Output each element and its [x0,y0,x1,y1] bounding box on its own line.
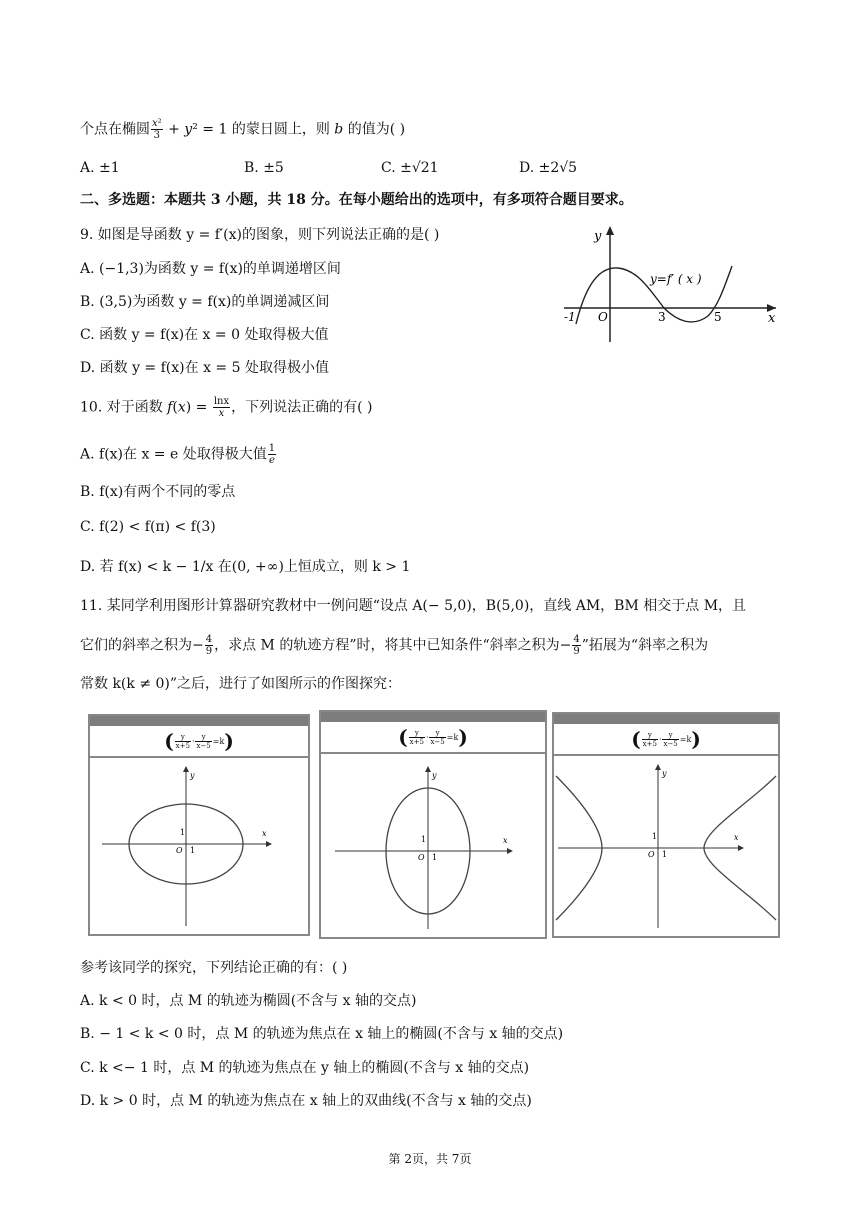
q9-derivative-graph [558,222,782,344]
q9-option-b: B. (3,5)为函数 y = f(x)的单调递减区间 [80,294,330,310]
q9-x-label: x [768,311,776,326]
svg-text:y: y [190,771,195,780]
calc-panel-3: ( $\frac{y}{x+5}$ · $\frac{y}{x-5}$ =k ) x y O 1 1 [552,712,780,938]
svg-text:1: 1 [190,846,196,855]
svg-text:1: 1 [421,835,427,844]
q11-prompt: 参考该同学的探究，下列结论正确的有：( ) [80,960,348,976]
svg-text:y: y [662,769,667,778]
section-heading: 二、多选题：本题共 3 小题，共 18 分。在每小题给出的选项中，有多项符合题目要求。 [80,192,633,208]
q9-curve-label: y=f′ ( x ) [650,272,702,286]
q8-option-c: C. ±√21 [381,160,439,176]
panel-2-graph [321,754,545,935]
svg-text:O: O [648,850,655,859]
q10-option-a: A. f(x)在 x = e 处取得极大值 $\frac{1}{e}$ [80,443,276,466]
q11-option-d: D. k > 0 时，点 M 的轨迹为焦点在 x 轴上的双曲线(不含与 x 轴的交点) [80,1093,532,1109]
q11-option-b: B. − 1 < k < 0 时，点 M 的轨迹为焦点在 x 轴上的椭圆(不含与 x 轴的交点) [80,1026,564,1042]
q8-option-b: B. ±5 [244,160,284,176]
q9-option-d: D. 函数 y = f(x)在 x = 5 处取得极小值 [80,360,329,376]
q8-stem: 个点在椭圆 $\frac{\text{x²}}{3}$ + y² = 1 的蒙日圆上，则 b 的值为( ) [80,118,406,141]
calc-panel-1: ( $\frac{y}{x+5}$ · $\frac{y}{x-5}$ =k ) x y O 1 1 [88,714,310,936]
q10-option-d: D. 若 f(x) < k − 1/x 在(0, +∞)上恒成立，则 k > 1 [80,559,411,575]
svg-text:O: O [176,846,183,855]
q11-option-c: C. k <− 1 时，点 M 的轨迹为焦点在 y 轴上的椭圆(不含与 x 轴的交点) [80,1060,530,1076]
panel-3-graph [554,756,778,934]
q9-y-label: y [594,229,602,244]
svg-text:y: y [432,771,437,780]
q10-option-b: B. f(x)有两个不同的零点 [80,484,236,500]
q11-option-a: A. k < 0 时，点 M 的轨迹为椭圆(不含与 x 轴的交点) [80,993,417,1009]
q9-stem: 9. 如图是导函数 y = f′(x)的图象，则下列说法正确的是( ) [80,227,440,243]
panel-1-graph [90,758,308,932]
svg-text:x: x [503,836,508,845]
q9-origin: O [598,310,608,324]
svg-text:1: 1 [180,828,186,837]
q9-tick-3: 3 [658,310,666,324]
q8-option-d: D. ±2√5 [519,160,578,176]
svg-text:x: x [734,833,739,842]
q9-tick-5: 5 [714,310,722,324]
q10-stem: 10. 对于函数 f(x) = $\frac{\ln x}{x}$ ，下列说法正确的有( ) [80,396,373,419]
svg-text:1: 1 [662,850,668,859]
q9-option-a: A. (−1,3)为函数 y = f(x)的单调递增区间 [80,261,341,277]
q10-option-c: C. f(2) < f(π) < f(3) [80,519,216,535]
q11-line1: 11. 某同学利用图形计算器研究教材中一例问题“设点 A(− 5,0)，B(5,0)，直线 AM，BM 相交于点 M，且 [80,598,747,614]
q8-option-a: A. ±1 [80,160,120,176]
q11-line2: 它们的斜率之积为− $\frac{4}{9}$ ，求点 M 的轨迹方程”时，将其中已知条件“斜率之积为− $\frac{4}{9}$ ”拓展为“斜率之积为 [80,634,709,657]
q9-tick-neg1: -1 [564,310,576,324]
page-footer: 第 2页，共 7页 [388,1152,472,1166]
svg-text:1: 1 [432,853,438,862]
q9-option-c: C. 函数 y = f(x)在 x = 0 处取得极大值 [80,327,329,343]
svg-text:x: x [262,829,267,838]
q11-line3: 常数 k(k ≠ 0)”之后，进行了如图所示的作图探究： [80,676,402,692]
svg-text:O: O [418,853,425,862]
calc-panel-2: ( $\frac{y}{x+5}$ · $\frac{y}{x-5}$ =k ) x y O 1 1 [319,710,547,939]
svg-text:1: 1 [652,832,658,841]
